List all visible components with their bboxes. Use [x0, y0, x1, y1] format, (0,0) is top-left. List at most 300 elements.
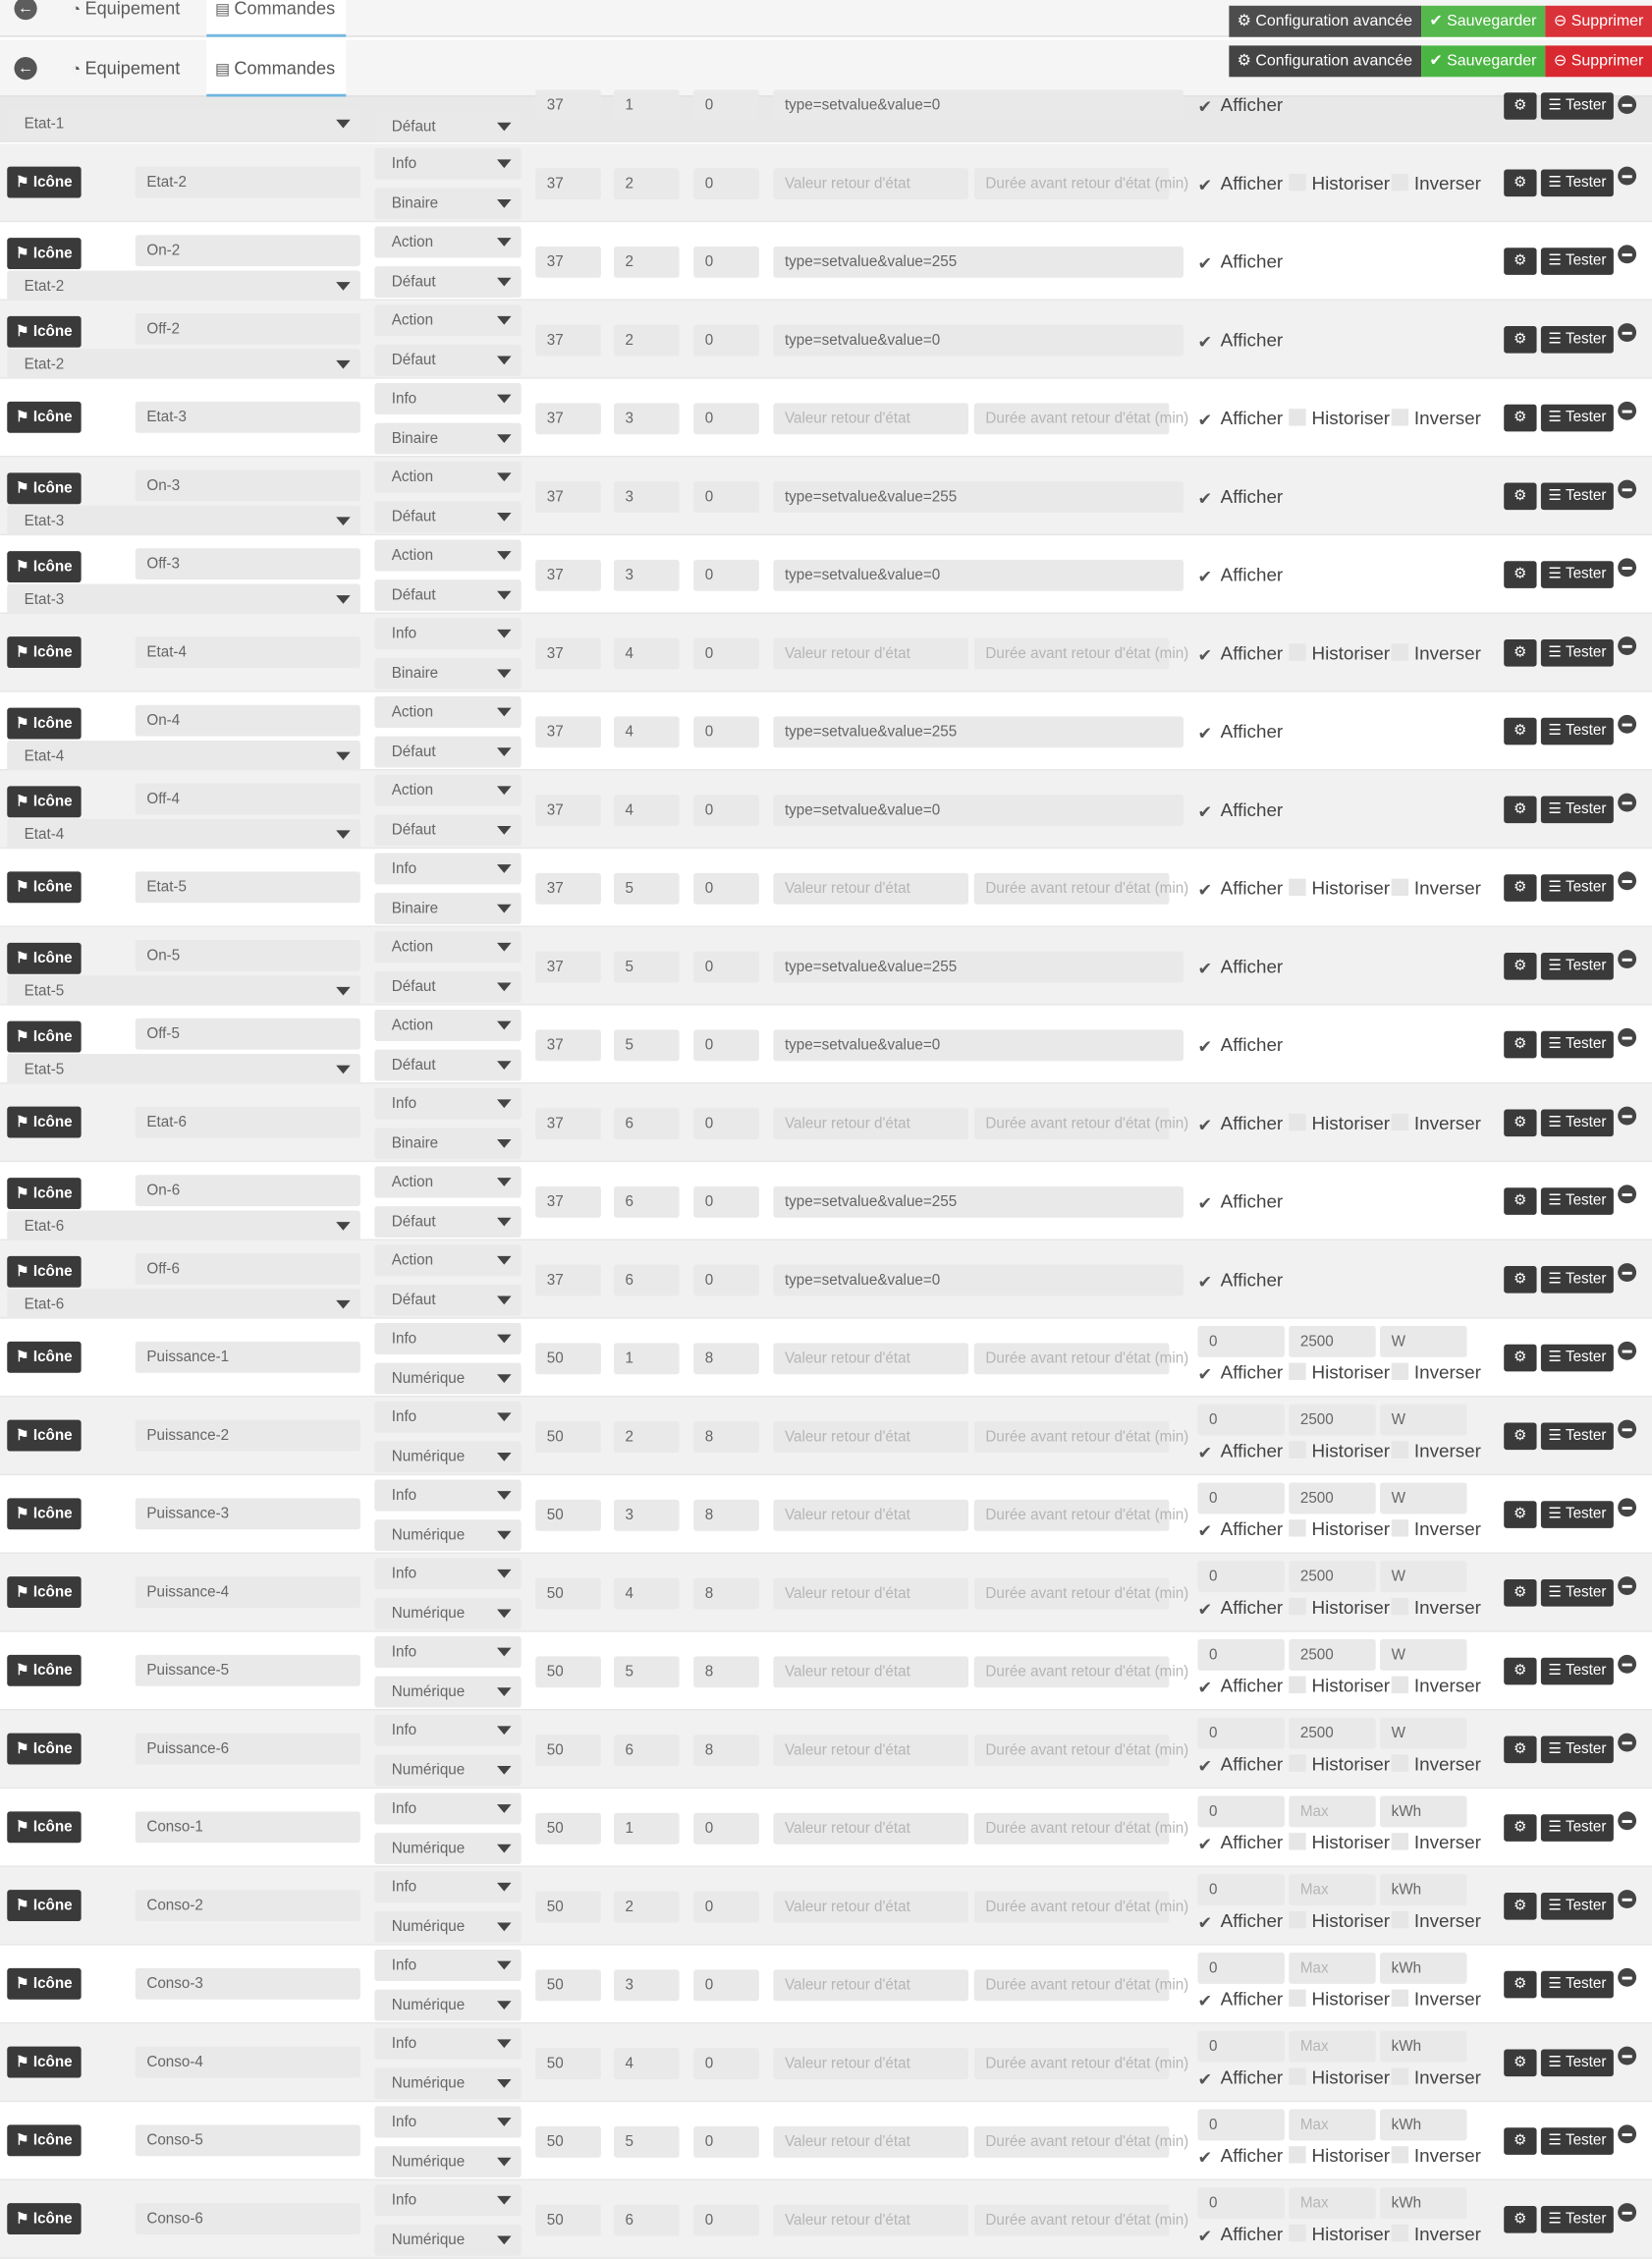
param3-input[interactable]: 0: [693, 560, 759, 591]
afficher-checkbox[interactable]: ✔ Afficher: [1197, 877, 1284, 901]
subtype-select[interactable]: Défaut: [374, 1206, 521, 1238]
max-value-input[interactable]: 2500: [1289, 1326, 1375, 1357]
param2-input[interactable]: 1: [614, 1343, 680, 1374]
command-param-input[interactable]: type=setvalue&value=0: [773, 560, 1184, 591]
remove-icon[interactable]: [1618, 245, 1636, 263]
icon-choose-button[interactable]: ⚑ Icône: [7, 943, 81, 974]
return-state-duration-input[interactable]: Durée avant retour d'état (min): [974, 1108, 1170, 1139]
param2-input[interactable]: 4: [614, 795, 680, 826]
afficher-checkbox[interactable]: ✔ Afficher: [1197, 1268, 1284, 1293]
historiser-checkbox[interactable]: Historiser: [1289, 1361, 1390, 1384]
param1-input[interactable]: 37: [535, 325, 601, 357]
icon-choose-button[interactable]: ⚑ Icône: [7, 167, 81, 198]
subtype-select[interactable]: Binaire: [374, 893, 521, 924]
icon-choose-button[interactable]: ⚑ Icône: [7, 1498, 81, 1529]
remove-icon[interactable]: [1618, 167, 1636, 186]
subtype-select[interactable]: Défaut: [374, 814, 521, 846]
command-name-input[interactable]: Conso-3: [136, 1968, 360, 2000]
command-param-input[interactable]: type=setvalue&value=0: [773, 1265, 1184, 1296]
afficher-checkbox[interactable]: ✔ Afficher: [1197, 2223, 1284, 2246]
return-state-value-input[interactable]: Valeur retour d'état: [773, 2126, 968, 2158]
remove-icon[interactable]: [1618, 1185, 1636, 1203]
return-state-value-input[interactable]: Valeur retour d'état: [773, 1343, 968, 1374]
param3-input[interactable]: 8: [693, 1421, 759, 1453]
cmd-config-button[interactable]: [1504, 170, 1536, 197]
remove-icon[interactable]: [1618, 1655, 1636, 1674]
inverser-checkbox[interactable]: Inverser: [1392, 1596, 1481, 1619]
cmd-config-button[interactable]: [1504, 405, 1536, 432]
inverser-checkbox[interactable]: Inverser: [1392, 642, 1481, 665]
param2-input[interactable]: 2: [614, 1421, 680, 1453]
remove-icon[interactable]: [1618, 95, 1636, 114]
param3-input[interactable]: 8: [693, 1735, 759, 1766]
subtype-select[interactable]: Binaire: [374, 658, 521, 689]
tester-button[interactable]: ☰ Tester: [1541, 92, 1614, 120]
return-state-value-input[interactable]: Valeur retour d'état: [773, 168, 968, 199]
return-state-value-input[interactable]: Valeur retour d'état: [773, 1656, 968, 1687]
afficher-checkbox[interactable]: ✔ Afficher: [1197, 1190, 1284, 1214]
param2-input[interactable]: 3: [614, 403, 680, 434]
min-value-input[interactable]: 0: [1197, 1874, 1284, 1905]
command-name-input[interactable]: Puissance-5: [136, 1655, 360, 1686]
min-value-input[interactable]: 0: [1197, 1718, 1284, 1749]
cmd-config-button[interactable]: [1504, 1814, 1536, 1842]
subtype-select[interactable]: Défaut: [374, 579, 521, 611]
subtype-select[interactable]: Binaire: [374, 423, 521, 455]
return-state-value-input[interactable]: Valeur retour d'état: [773, 1108, 968, 1139]
param2-input[interactable]: 4: [614, 716, 680, 747]
command-name-input[interactable]: Off-5: [136, 1019, 360, 1050]
param1-input[interactable]: 50: [535, 1500, 601, 1531]
param2-input[interactable]: 6: [614, 2205, 680, 2236]
cmd-config-button[interactable]: [1504, 953, 1536, 980]
icon-choose-button[interactable]: ⚑ Icône: [7, 1734, 81, 1765]
delete-button[interactable]: ⊖ Supprimer: [1545, 45, 1652, 77]
param2-input[interactable]: 4: [614, 1578, 680, 1610]
cmd-config-button[interactable]: [1504, 1187, 1536, 1215]
save-button[interactable]: ✔ Sauvegarder: [1421, 45, 1546, 77]
inverser-checkbox[interactable]: Inverser: [1392, 1518, 1481, 1541]
param2-input[interactable]: 5: [614, 952, 680, 983]
return-state-duration-input[interactable]: Durée avant retour d'état (min): [974, 1969, 1170, 2001]
historiser-checkbox[interactable]: Historiser: [1289, 2145, 1390, 2168]
cmd-config-button[interactable]: [1504, 1579, 1536, 1607]
historiser-checkbox[interactable]: Historiser: [1289, 1112, 1390, 1134]
tester-button[interactable]: ☰ Tester: [1541, 1501, 1614, 1528]
param1-input[interactable]: 37: [535, 560, 601, 591]
max-value-input[interactable]: Max: [1289, 1874, 1375, 1905]
subtype-select[interactable]: Numérique: [374, 1441, 521, 1472]
command-name-input[interactable]: Etat-6: [136, 1107, 360, 1138]
icon-choose-button[interactable]: ⚑ Icône: [7, 472, 81, 504]
cmd-config-button[interactable]: [1504, 1423, 1536, 1451]
afficher-checkbox[interactable]: ✔ Afficher: [1197, 485, 1284, 509]
type-select[interactable]: Info: [374, 2184, 521, 2216]
command-name-input[interactable]: Off-6: [136, 1253, 360, 1285]
tester-button[interactable]: ☰ Tester: [1541, 1266, 1614, 1294]
command-param-input[interactable]: type=setvalue&value=255: [773, 716, 1184, 747]
return-state-duration-input[interactable]: Durée avant retour d'état (min): [974, 2205, 1170, 2236]
cmd-config-button[interactable]: [1504, 1345, 1536, 1372]
inverser-checkbox[interactable]: Inverser: [1392, 408, 1481, 430]
subtype-select[interactable]: Numérique: [374, 1677, 521, 1708]
tab-commandes[interactable]: ▤ Commandes: [206, 40, 347, 97]
tester-button[interactable]: ☰ Tester: [1541, 1579, 1614, 1607]
param3-input[interactable]: 0: [693, 481, 759, 513]
afficher-checkbox[interactable]: ✔ Afficher: [1197, 2144, 1284, 2168]
min-value-input[interactable]: 0: [1197, 1561, 1284, 1592]
inverser-checkbox[interactable]: Inverser: [1392, 2145, 1481, 2168]
command-param-input[interactable]: type=setvalue&value=255: [773, 1186, 1184, 1218]
tester-button[interactable]: ☰ Tester: [1541, 1736, 1614, 1764]
param3-input[interactable]: 0: [693, 638, 759, 670]
return-state-duration-input[interactable]: Durée avant retour d'état (min): [974, 1500, 1170, 1531]
return-state-duration-input[interactable]: Durée avant retour d'état (min): [974, 873, 1170, 905]
value-select[interactable]: Etat-3: [7, 584, 360, 616]
cmd-config-button[interactable]: [1504, 1501, 1536, 1528]
cmd-config-button[interactable]: [1504, 483, 1536, 511]
cmd-config-button[interactable]: [1504, 1266, 1536, 1294]
remove-icon[interactable]: [1618, 2124, 1636, 2143]
unit-input[interactable]: kWh: [1380, 2109, 1466, 2140]
tester-button[interactable]: ☰ Tester: [1541, 1814, 1614, 1842]
tester-button[interactable]: ☰ Tester: [1541, 1893, 1614, 1920]
remove-icon[interactable]: [1618, 950, 1636, 968]
cmd-config-button[interactable]: [1504, 561, 1536, 588]
inverser-checkbox[interactable]: Inverser: [1392, 1440, 1481, 1462]
back-icon[interactable]: ←: [15, 57, 37, 80]
remove-icon[interactable]: [1618, 871, 1636, 890]
subtype-select[interactable]: Défaut: [374, 1050, 521, 1081]
subtype-select[interactable]: Numérique: [374, 1363, 521, 1395]
param2-input[interactable]: 6: [614, 1186, 680, 1218]
afficher-checkbox[interactable]: ✔ Afficher: [1197, 2066, 1284, 2090]
param2-input[interactable]: 4: [614, 638, 680, 670]
tester-button[interactable]: ☰ Tester: [1541, 1658, 1614, 1685]
param2-input[interactable]: 5: [614, 1656, 680, 1687]
min-value-input[interactable]: 0: [1197, 1326, 1284, 1357]
min-value-input[interactable]: 0: [1197, 1953, 1284, 1984]
min-value-input[interactable]: 0: [1197, 1405, 1284, 1436]
param2-input[interactable]: 3: [614, 481, 680, 513]
param3-input[interactable]: 8: [693, 1578, 759, 1610]
cmd-config-button[interactable]: [1504, 326, 1536, 354]
type-select[interactable]: Info: [374, 1088, 521, 1120]
return-state-value-input[interactable]: Valeur retour d'état: [773, 1578, 968, 1610]
return-state-value-input[interactable]: Valeur retour d'état: [773, 1892, 968, 1923]
max-value-input[interactable]: Max: [1289, 2031, 1375, 2063]
remove-icon[interactable]: [1618, 715, 1636, 734]
type-select[interactable]: Info: [374, 148, 521, 180]
param3-input[interactable]: 0: [693, 1108, 759, 1139]
type-select[interactable]: Info: [374, 1793, 521, 1825]
remove-icon[interactable]: [1618, 1107, 1636, 1126]
cmd-config-button[interactable]: [1504, 1893, 1536, 1920]
subtype-select[interactable]: Défaut: [374, 266, 521, 298]
tab-equipement[interactable]: ◔ Equipement: [71, 58, 181, 79]
cmd-config-button[interactable]: [1504, 1658, 1536, 1685]
afficher-checkbox[interactable]: ✔ Afficher: [1197, 93, 1284, 117]
unit-input[interactable]: W: [1380, 1326, 1466, 1357]
historiser-checkbox[interactable]: Historiser: [1289, 1909, 1390, 1932]
tester-button[interactable]: ☰ Tester: [1541, 1423, 1614, 1451]
afficher-checkbox[interactable]: ✔ Afficher: [1197, 1112, 1284, 1135]
unit-input[interactable]: W: [1380, 1639, 1466, 1671]
afficher-checkbox[interactable]: ✔ Afficher: [1197, 1675, 1284, 1698]
afficher-checkbox[interactable]: ✔ Afficher: [1197, 1988, 1284, 2011]
command-param-input[interactable]: type=setvalue&value=255: [773, 247, 1184, 278]
param3-input[interactable]: 0: [693, 2126, 759, 2158]
historiser-checkbox[interactable]: Historiser: [1289, 2223, 1390, 2245]
command-name-input[interactable]: Etat-3: [136, 402, 360, 433]
param1-input[interactable]: 37: [535, 952, 601, 983]
command-param-input[interactable]: type=setvalue&value=0: [773, 795, 1184, 826]
cmd-config-button[interactable]: [1504, 1736, 1536, 1764]
param3-input[interactable]: 8: [693, 1343, 759, 1374]
subtype-select[interactable]: Défaut: [374, 971, 521, 1003]
param3-input[interactable]: 0: [693, 89, 759, 121]
return-state-duration-input[interactable]: Durée avant retour d'état (min): [974, 1421, 1170, 1453]
historiser-checkbox[interactable]: Historiser: [1289, 408, 1390, 430]
cmd-config-button[interactable]: [1504, 1110, 1536, 1137]
command-name-input[interactable]: On-4: [136, 705, 360, 737]
unit-input[interactable]: kWh: [1380, 2187, 1466, 2219]
type-select[interactable]: Info: [374, 1480, 521, 1512]
command-name-input[interactable]: Off-2: [136, 313, 360, 345]
cmd-config-button[interactable]: [1504, 248, 1536, 275]
icon-choose-button[interactable]: ⚑ Icône: [7, 1576, 81, 1608]
icon-choose-button[interactable]: ⚑ Icône: [7, 1968, 81, 2000]
inverser-checkbox[interactable]: Inverser: [1392, 1832, 1481, 1854]
inverser-checkbox[interactable]: Inverser: [1392, 1988, 1481, 2011]
type-select[interactable]: Info: [374, 854, 521, 885]
type-select[interactable]: Info: [374, 1871, 521, 1902]
return-state-value-input[interactable]: Valeur retour d'état: [773, 1500, 968, 1531]
afficher-checkbox[interactable]: ✔ Afficher: [1197, 799, 1284, 822]
return-state-value-input[interactable]: Valeur retour d'état: [773, 403, 968, 434]
tester-button[interactable]: ☰ Tester: [1541, 1031, 1614, 1059]
cmd-config-button[interactable]: [1504, 1971, 1536, 1999]
value-select[interactable]: Etat-2: [7, 271, 360, 303]
value-select[interactable]: Etat-5: [7, 975, 360, 1007]
icon-choose-button[interactable]: ⚑ Icône: [7, 1021, 81, 1053]
historiser-checkbox[interactable]: Historiser: [1289, 877, 1390, 900]
type-select[interactable]: Action: [374, 1244, 521, 1276]
tester-button[interactable]: ☰ Tester: [1541, 326, 1614, 354]
max-value-input[interactable]: Max: [1289, 2109, 1375, 2140]
param3-input[interactable]: 0: [693, 1813, 759, 1845]
min-value-input[interactable]: 0: [1197, 1482, 1284, 1514]
param2-input[interactable]: 5: [614, 2126, 680, 2158]
remove-icon[interactable]: [1618, 1420, 1636, 1439]
param1-input[interactable]: 37: [535, 1108, 601, 1139]
param2-input[interactable]: 3: [614, 1500, 680, 1531]
type-select[interactable]: Info: [374, 2028, 521, 2060]
type-select[interactable]: Action: [374, 1167, 521, 1198]
afficher-checkbox[interactable]: ✔ Afficher: [1197, 1517, 1284, 1541]
param1-input[interactable]: 37: [535, 1265, 601, 1296]
value-select[interactable]: Etat-4: [7, 819, 360, 851]
subtype-select[interactable]: Défaut: [374, 345, 521, 376]
param2-input[interactable]: 2: [614, 1892, 680, 1923]
param3-input[interactable]: 0: [693, 325, 759, 357]
icon-choose-button[interactable]: ⚑ Icône: [7, 2124, 81, 2156]
return-state-duration-input[interactable]: Durée avant retour d'état (min): [974, 1813, 1170, 1845]
return-state-duration-input[interactable]: Durée avant retour d'état (min): [974, 1578, 1170, 1610]
param2-input[interactable]: 3: [614, 1969, 680, 2001]
command-name-input[interactable]: Puissance-4: [136, 1576, 360, 1608]
param3-input[interactable]: 8: [693, 1656, 759, 1687]
min-value-input[interactable]: 0: [1197, 1639, 1284, 1671]
return-state-value-input[interactable]: Valeur retour d'état: [773, 1813, 968, 1845]
type-select[interactable]: Action: [374, 540, 521, 572]
inverser-checkbox[interactable]: Inverser: [1392, 1675, 1481, 1697]
subtype-select[interactable]: Numérique: [374, 1833, 521, 1864]
historiser-checkbox[interactable]: Historiser: [1289, 1832, 1390, 1854]
type-select[interactable]: Info: [374, 383, 521, 414]
type-select[interactable]: Info: [374, 2107, 521, 2138]
param1-input[interactable]: 50: [535, 1892, 601, 1923]
param1-input[interactable]: 50: [535, 1421, 601, 1453]
afficher-checkbox[interactable]: ✔ Afficher: [1197, 1831, 1284, 1854]
icon-choose-button[interactable]: ⚑ Icône: [7, 786, 81, 817]
param1-input[interactable]: 37: [535, 795, 601, 826]
remove-icon[interactable]: [1618, 1342, 1636, 1360]
param1-input[interactable]: 37: [535, 168, 601, 199]
remove-icon[interactable]: [1618, 1811, 1636, 1830]
param1-input[interactable]: 50: [535, 1969, 601, 2001]
param2-input[interactable]: 5: [614, 873, 680, 905]
historiser-checkbox[interactable]: Historiser: [1289, 1440, 1390, 1462]
tester-button[interactable]: ☰ Tester: [1541, 2050, 1614, 2077]
afficher-checkbox[interactable]: ✔ Afficher: [1197, 172, 1284, 195]
type-select[interactable]: Info: [374, 1558, 521, 1589]
afficher-checkbox[interactable]: ✔ Afficher: [1197, 564, 1284, 587]
param3-input[interactable]: 8: [693, 1500, 759, 1531]
afficher-checkbox[interactable]: ✔ Afficher: [1197, 641, 1284, 666]
remove-icon[interactable]: [1618, 323, 1636, 342]
historiser-checkbox[interactable]: Historiser: [1289, 2066, 1390, 2089]
tester-button[interactable]: ☰ Tester: [1541, 953, 1614, 980]
command-name-input[interactable]: On-2: [136, 235, 360, 266]
remove-icon[interactable]: [1618, 1968, 1636, 1987]
param3-input[interactable]: 0: [693, 247, 759, 278]
return-state-duration-input[interactable]: Durée avant retour d'état (min): [974, 1343, 1170, 1374]
command-param-input[interactable]: type=setvalue&value=255: [773, 481, 1184, 513]
return-state-value-input[interactable]: Valeur retour d'état: [773, 1969, 968, 2001]
command-name-input[interactable]: On-5: [136, 940, 360, 971]
inverser-checkbox[interactable]: Inverser: [1392, 172, 1481, 194]
type-select[interactable]: Info: [374, 1950, 521, 1981]
command-name-input[interactable]: Conso-2: [136, 1890, 360, 1921]
return-state-duration-input[interactable]: Durée avant retour d'état (min): [974, 638, 1170, 670]
icon-choose-button[interactable]: ⚑ Icône: [7, 1256, 81, 1288]
inverser-checkbox[interactable]: Inverser: [1392, 2066, 1481, 2089]
command-param-input[interactable]: type=setvalue&value=0: [773, 325, 1184, 357]
min-value-input[interactable]: 0: [1197, 2031, 1284, 2063]
param3-input[interactable]: 0: [693, 1969, 759, 2001]
param3-input[interactable]: 0: [693, 2048, 759, 2079]
param3-input[interactable]: 0: [693, 1029, 759, 1061]
type-select[interactable]: Action: [374, 1010, 521, 1041]
param1-input[interactable]: 50: [535, 1578, 601, 1610]
tester-button[interactable]: ☰ Tester: [1541, 170, 1614, 197]
param1-input[interactable]: 50: [535, 2205, 601, 2236]
historiser-checkbox[interactable]: Historiser: [1289, 1988, 1390, 2011]
min-value-input[interactable]: 0: [1197, 2187, 1284, 2219]
return-state-duration-input[interactable]: Durée avant retour d'état (min): [974, 2048, 1170, 2079]
historiser-checkbox[interactable]: Historiser: [1289, 642, 1390, 665]
command-name-input[interactable]: On-3: [136, 470, 360, 502]
icon-choose-button[interactable]: ⚑ Icône: [7, 636, 81, 668]
remove-icon[interactable]: [1618, 636, 1636, 655]
min-value-input[interactable]: 0: [1197, 2109, 1284, 2140]
max-value-input[interactable]: Max: [1289, 1953, 1375, 1984]
command-param-input[interactable]: type=setvalue&value=0: [773, 1029, 1184, 1061]
cmd-config-button[interactable]: [1504, 797, 1536, 824]
cmd-config-button[interactable]: [1504, 718, 1536, 745]
param1-input[interactable]: 50: [535, 1343, 601, 1374]
param1-input[interactable]: 37: [535, 89, 601, 121]
value-select[interactable]: Etat-4: [7, 741, 360, 772]
param1-input[interactable]: 37: [535, 1029, 601, 1061]
param2-input[interactable]: 2: [614, 247, 680, 278]
return-state-value-input[interactable]: Valeur retour d'état: [773, 873, 968, 905]
inverser-checkbox[interactable]: Inverser: [1392, 1361, 1481, 1384]
tester-button[interactable]: ☰ Tester: [1541, 1187, 1614, 1215]
unit-input[interactable]: W: [1380, 1482, 1466, 1514]
param3-input[interactable]: 0: [693, 1892, 759, 1923]
param2-input[interactable]: 1: [614, 1813, 680, 1845]
param3-input[interactable]: 0: [693, 1186, 759, 1218]
command-name-input[interactable]: Etat-5: [136, 871, 360, 903]
type-select[interactable]: Info: [374, 618, 521, 649]
param2-input[interactable]: 5: [614, 1029, 680, 1061]
command-name-input[interactable]: Etat-2: [136, 167, 360, 198]
afficher-checkbox[interactable]: ✔ Afficher: [1197, 1596, 1284, 1620]
param2-input[interactable]: 6: [614, 1735, 680, 1766]
tester-button[interactable]: ☰ Tester: [1541, 2206, 1614, 2233]
command-name-input[interactable]: Conso-1: [136, 1811, 360, 1843]
subtype-select[interactable]: Numérique: [374, 1911, 521, 1943]
param2-input[interactable]: 2: [614, 325, 680, 357]
command-name-input[interactable]: Conso-6: [136, 2203, 360, 2234]
type-select[interactable]: Action: [374, 931, 521, 963]
tester-button[interactable]: ☰ Tester: [1541, 405, 1614, 432]
param3-input[interactable]: 0: [693, 952, 759, 983]
icon-choose-button[interactable]: ⚑ Icône: [7, 1107, 81, 1138]
tester-button[interactable]: ☰ Tester: [1541, 1971, 1614, 1999]
afficher-checkbox[interactable]: ✔ Afficher: [1197, 250, 1284, 274]
afficher-checkbox[interactable]: ✔ Afficher: [1197, 1033, 1284, 1057]
param1-input[interactable]: 50: [535, 1735, 601, 1766]
param2-input[interactable]: 2: [614, 168, 680, 199]
tester-button[interactable]: ☰ Tester: [1541, 483, 1614, 511]
command-name-input[interactable]: Conso-5: [136, 2124, 360, 2156]
afficher-checkbox[interactable]: ✔ Afficher: [1197, 1361, 1284, 1385]
param3-input[interactable]: 0: [693, 716, 759, 747]
subtype-select[interactable]: Numérique: [374, 1990, 521, 2021]
icon-choose-button[interactable]: ⚑ Icône: [7, 238, 81, 269]
subtype-select[interactable]: Défaut: [374, 737, 521, 768]
cmd-config-button[interactable]: [1504, 2127, 1536, 2155]
historiser-checkbox[interactable]: Historiser: [1289, 172, 1390, 194]
inverser-checkbox[interactable]: Inverser: [1392, 1112, 1481, 1134]
icon-choose-button[interactable]: ⚑ Icône: [7, 1890, 81, 1921]
inverser-checkbox[interactable]: Inverser: [1392, 1909, 1481, 1932]
afficher-checkbox[interactable]: ✔ Afficher: [1197, 1909, 1284, 1933]
icon-choose-button[interactable]: ⚑ Icône: [7, 1342, 81, 1373]
